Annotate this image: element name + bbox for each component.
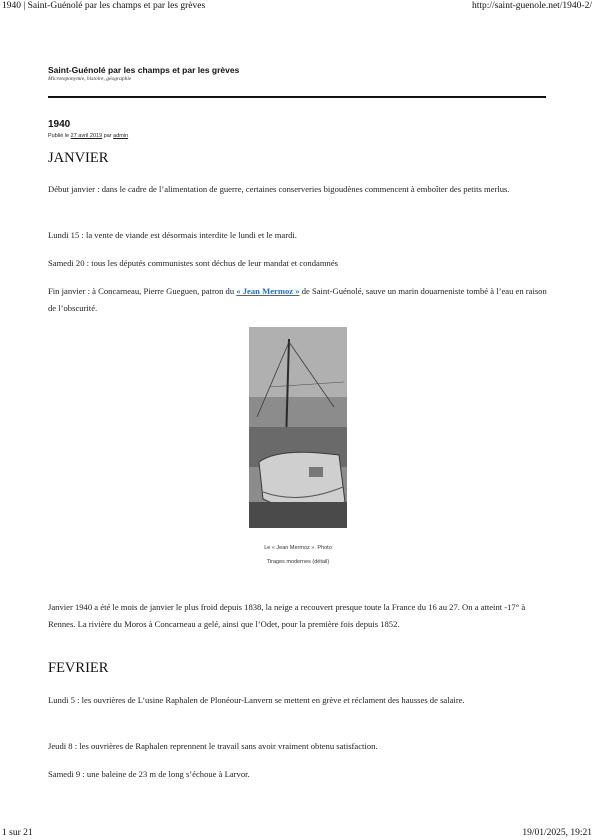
jean-mermoz-link[interactable]: « Jean Mermoz » xyxy=(236,286,300,296)
print-header-url: http://saint-guenole.net/1940-2/ xyxy=(471,1,592,11)
post-meta xyxy=(48,133,128,139)
post-author-link[interactable]: admin xyxy=(113,133,129,139)
paragraph: Samedi 9 : une baleine de 23 m de long s’échoue à Larvor. xyxy=(48,769,250,779)
paragraph: Janvier 1940 a été le mois de janvier le plus froid depuis 1838, la neige a recouvert presque toute la France du 16 au 27. On a atteint -17° à Rennes. La rivière du Moros à Concarneau a gelé, ainsi que l’Odet, pour la première fois depuis 1852. xyxy=(48,602,526,629)
paragraph-text: Fin janvier : à Concarneau, Pierre Gueguen, patron du xyxy=(48,286,237,296)
print-header xyxy=(0,0,594,14)
paragraph: Samedi 20 : tous les députés communistes sont déchus de leur mandat et condamnés xyxy=(48,258,338,268)
print-footer xyxy=(0,826,594,840)
header-divider xyxy=(48,96,546,98)
paragraph: Lundi 15 : la vente de viande est désormais interdite le lundi et le mardi. xyxy=(48,230,297,240)
boat-image xyxy=(249,327,347,528)
heading-janvier: JANVIER xyxy=(48,150,109,166)
paragraph: Début janvier : dans le cadre de l’alimentation de guerre, certaines conserveries bigoudènes commencent à emboîter des petits merlus. xyxy=(48,184,510,194)
paragraph: Jeudi 8 : les ouvrières de Raphalen reprennent le travail sans avoir vraiment obtenu satisfaction. xyxy=(48,741,378,751)
site-title[interactable]: Saint-Guénolé par les champs et par les grèves xyxy=(48,65,240,75)
post-meta-prefix: Publié le xyxy=(48,133,70,139)
heading-fevrier: FEVRIER xyxy=(48,660,109,676)
site-description: Microtoponymie, histoire, géographie xyxy=(48,76,132,82)
paragraph: Lundi 5 : les ouvrières de L’usine Raphalen de Plonéour-Lanvern se mettent en grève et réclament des hausses de salaire. xyxy=(48,695,465,705)
post-title: 1940 xyxy=(48,119,71,130)
paragraph-text: de Saint-Guénolé, sauve un marin douarneniste tombé à l’eau en raison de l’obscurité. xyxy=(48,286,547,313)
page-number: 1 sur 21 xyxy=(2,828,33,838)
photo-caption-line1: Le « Jean Mermoz ». Photo xyxy=(264,545,332,551)
paragraph xyxy=(48,283,548,316)
post-date-link[interactable]: 27 avril 2019 xyxy=(70,133,103,139)
post-meta-by: par xyxy=(103,133,112,139)
print-timestamp: 19/01/2025, 19:21 xyxy=(522,828,592,838)
jean-mermoz-photo xyxy=(249,327,347,528)
print-header-title: 1940 | Saint-Guénolé par les champs et par les grèves xyxy=(2,1,206,11)
photo-caption-line2: Tirages modernes (détail) xyxy=(266,559,330,565)
